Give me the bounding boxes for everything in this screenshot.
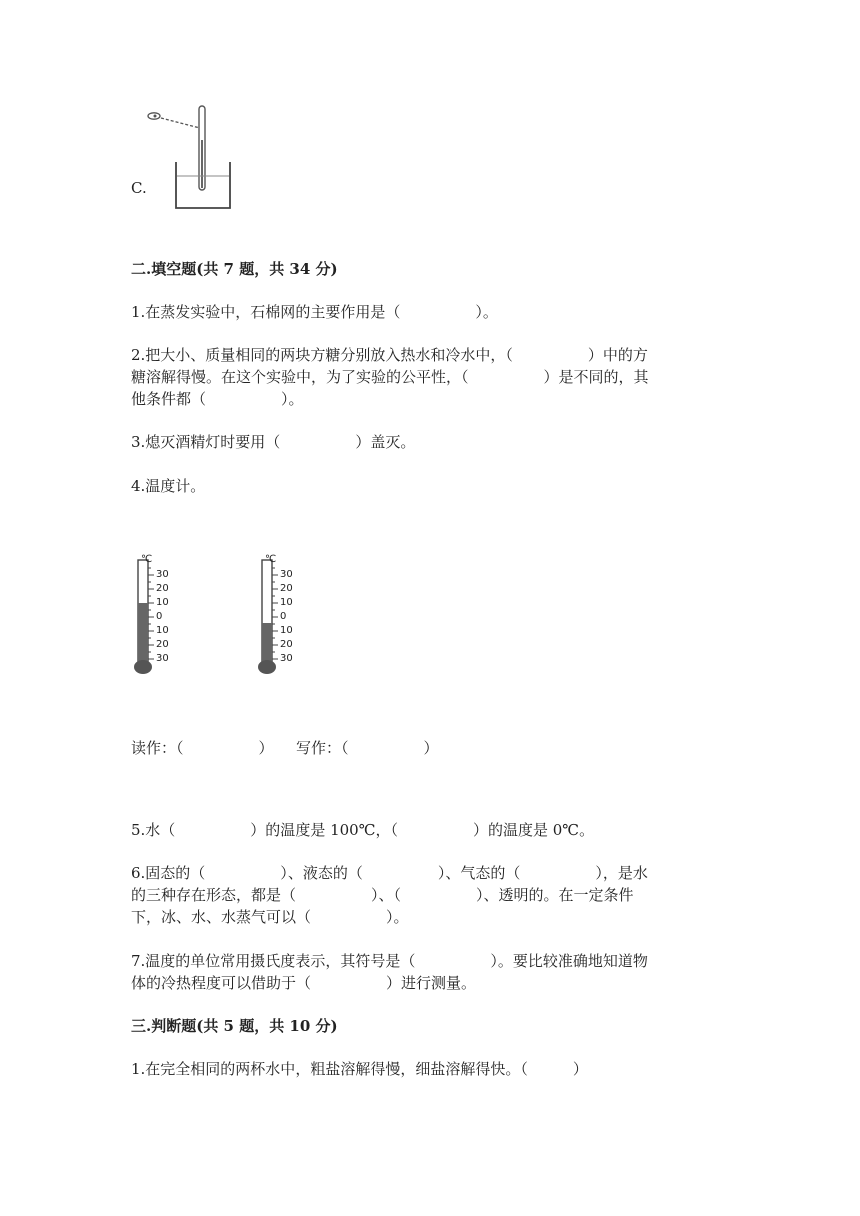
thermometer-2-tick-label: 20 (280, 583, 293, 594)
thermometer-2-tick-label: 10 (280, 597, 293, 608)
question-2-2-line-3: 他条件都（ ）。 (131, 390, 304, 408)
thermometer-1-tick-label: 0 (156, 611, 163, 622)
question-2-6-line-1: 6.固态的（ ）、液态的（ ）、气态的（ ），是水 (131, 864, 648, 882)
question-2-7-line-2: 体的冷热程度可以借助于（ ）进行测量。 (131, 974, 477, 992)
question-3-1: 1.在完全相同的两杯水中，粗盐溶解得慢，细盐溶解得快。（ ） (131, 1060, 588, 1078)
question-2-3: 3.熄灭酒精灯时要用（ ）盖灭。 (131, 433, 416, 451)
thermometer-2-tick-label: 0 (280, 611, 287, 622)
thermometer-1-unit: ℃ (141, 554, 153, 565)
thermometer-1-tick-label: 10 (156, 597, 169, 608)
question-2-6-line-2: 的三种存在形态，都是（ ）、（ ）、透明的。在一定条件 (131, 886, 634, 904)
thermometer-1-tick-label: 30 (156, 569, 169, 580)
question-2-7-line-1: 7.温度的单位常用摄氏度表示，其符号是（ ）。要比较准确地知道物 (131, 952, 648, 970)
thermometer-2-tick-label: 30 (280, 653, 293, 664)
thermometer-2-tick-label: 10 (280, 625, 293, 636)
thermometer-2-tick-label: 20 (280, 639, 293, 650)
section-3-heading: 三.判断题(共 5 题，共 10 分) (131, 1017, 338, 1035)
question-2-1: 1.在蒸发实验中，石棉网的主要作用是（ ）。 (131, 303, 498, 321)
thermometer-1-tick-label: 10 (156, 625, 169, 636)
question-2-2-line-1: 2.把大小、质量相同的两块方糖分别放入热水和冷水中，（ ）中的方 (131, 346, 648, 364)
thermometer-2 (252, 556, 322, 678)
question-2-4: 4.温度计。 (131, 477, 206, 495)
thermometer-2-unit: ℃ (265, 554, 277, 565)
question-2-2-line-2: 糖溶解得慢。在这个实验中，为了实验的公平性，（ ）是不同的，其 (131, 368, 649, 386)
option-c-label: C. (131, 179, 147, 197)
question-2-4-readings: 读作：（ ） 写作：（ ） (131, 739, 439, 757)
section-2-heading: 二.填空题(共 7 题，共 34 分) (131, 260, 338, 278)
question-2-5: 5.水（ ）的温度是 100℃，（ ）的温度是 0℃。 (131, 821, 595, 839)
thermometer-1 (128, 556, 198, 678)
thermometer-1-tick-label: 30 (156, 653, 169, 664)
question-2-6-line-3: 下，冰、水、水蒸气可以（ ）。 (131, 908, 409, 926)
thermometer-2-tick-label: 30 (280, 569, 293, 580)
thermometer-1-tick-label: 20 (156, 639, 169, 650)
thermometer-1-tick-label: 20 (156, 583, 169, 594)
